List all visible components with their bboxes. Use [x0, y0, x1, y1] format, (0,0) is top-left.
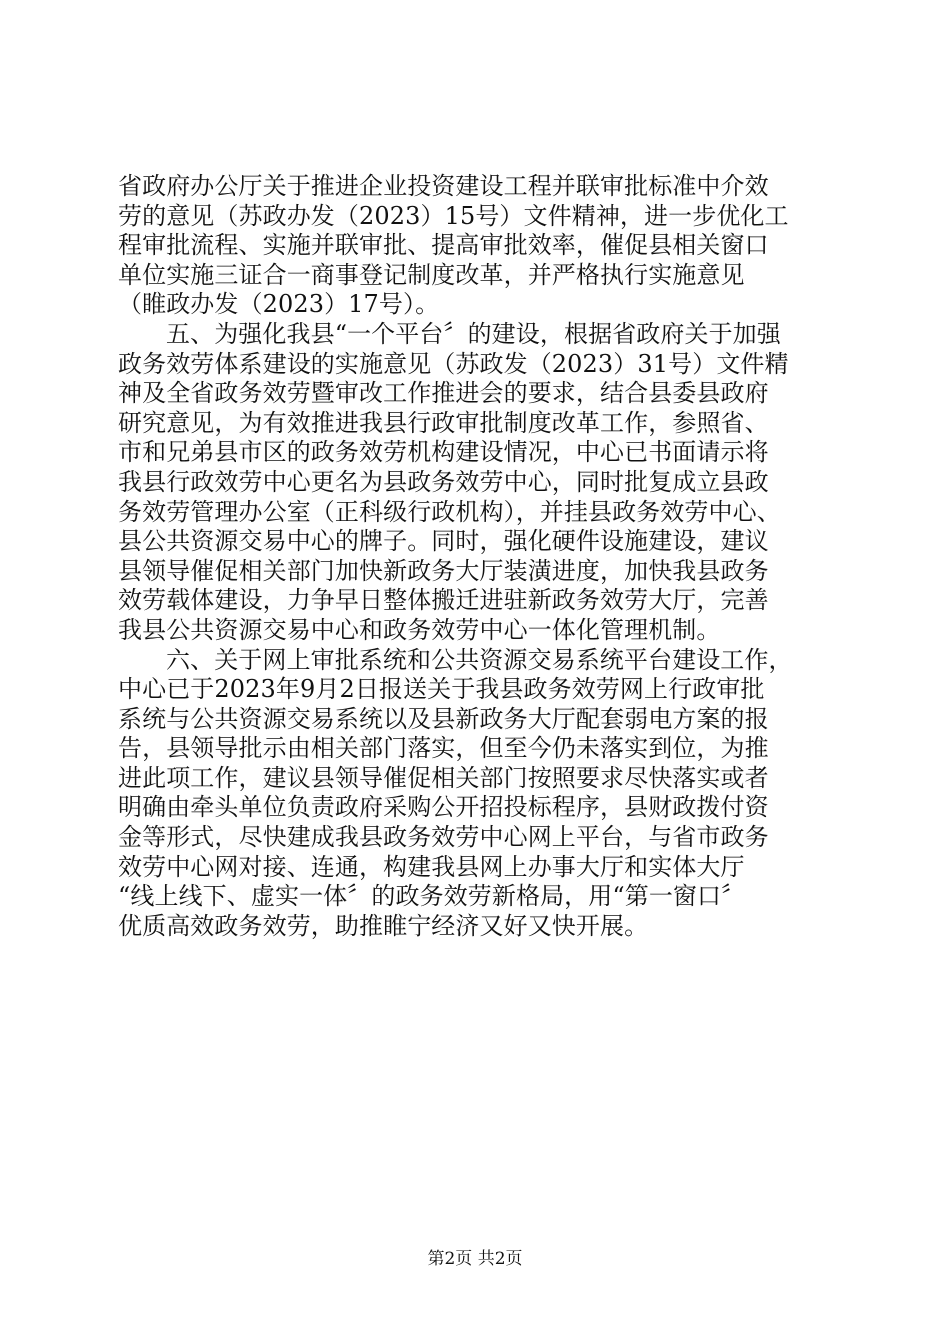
- text-line: 政务效劳体系建设的实施意见（苏政发（2023）31号）文件精: [118, 349, 789, 378]
- text-line: 我县行政效劳中心更名为县政务效劳中心，同时批复成立县政: [118, 467, 769, 496]
- text-line: 系统与公共资源交易系统以及县新政务大厅配套弱电方案的报: [118, 704, 769, 733]
- text-line: 省政府办公厅关于推进企业投资建设工程并联审批标准中介效: [118, 172, 769, 200]
- text-line: 单位实施三证合一商事登记制度改革，并严格执行实施意见: [118, 260, 745, 289]
- text-line: 我县公共资源交易中心和政务效劳中心一体化管理机制。: [118, 615, 721, 644]
- paragraph-six-start: 六、关于网上审批系统和公共资源交易系统平台建设工作，: [166, 645, 793, 674]
- page-number: 第2页 共2页: [427, 1249, 523, 1269]
- paragraph-five-start: 五、为强化我县“一个平台〞的建设，根据省政府关于加强: [166, 319, 781, 348]
- text-line: 明确由牵头单位负责政府采购公开招投标程序，县财政拨付资: [118, 793, 769, 822]
- text-line: 县领导催促相关部门加快新政务大厅装潢进度，加快我县政务: [118, 556, 769, 585]
- text-line: 中心已于2023年9月2日报送关于我县政务效劳网上行政审批: [118, 675, 765, 704]
- text-line: 劳的意见（苏政办发（2023）15号）文件精神，进一步优化工: [118, 201, 789, 230]
- text-line: 务效劳管理办公室（正科级行政机构），并挂县政务效劳中心、: [118, 497, 781, 526]
- text-line: 研究意见，为有效推进我县行政审批制度改革工作，参照省、: [118, 408, 769, 437]
- text-line: 县公共资源交易中心的牌子。同时，强化硬件设施建设，建议: [118, 527, 769, 556]
- text-line: 优质高效政务效劳，助推睢宁经济又好又快开展。: [118, 911, 649, 940]
- text-line: 程审批流程、实施并联审批、提高审批效率，催促县相关窗口: [118, 231, 769, 260]
- text-line: 进此项工作，建议县领导催促相关部门按照要求尽快落实或者: [118, 763, 769, 792]
- text-line: “线上线下、虚实一体〞的政务效劳新格局，用“第一窗口〞: [118, 882, 746, 911]
- text-line: 效劳载体建设，力争早日整体搬迁进驻新政务效劳大厅，完善: [118, 586, 769, 615]
- document-body: [118, 172, 830, 941]
- text-line: 市和兄弟县市区的政务效劳机构建设情况，中心已书面请示将: [118, 438, 769, 467]
- text-line: 神及全省政务效劳暨审改工作推进会的要求，结合县委县政府: [118, 379, 769, 408]
- text-line: 效劳中心网对接、连通，构建我县网上办事大厅和实体大厅: [118, 852, 745, 881]
- text-line: 金等形式，尽快建成我县政务效劳中心网上平台，与省市政务: [118, 823, 769, 852]
- text-line: （睢政办发（2023）17号）。: [118, 290, 440, 319]
- text-line: 告，县领导批示由相关部门落实，但至今仍未落实到位，为推: [118, 734, 769, 763]
